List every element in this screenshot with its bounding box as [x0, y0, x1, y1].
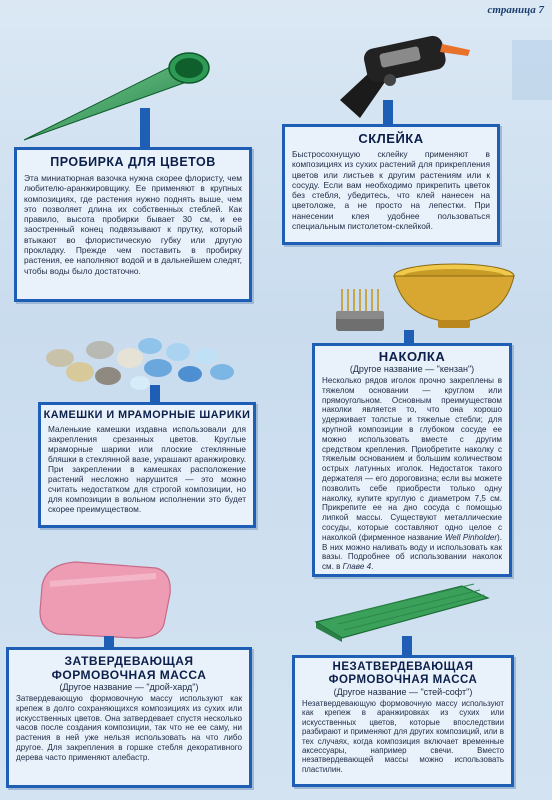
- kenzan-body-brand: Well Pinholder: [444, 532, 498, 542]
- kenzan-subtitle: (Другое название — "кензан"): [349, 364, 475, 374]
- stones-body: Маленькие камешки издавна использовали для закрепления срезанных цветов. Круглые мраморные шарики или плоские стеклянные бляшки в стеклянной вазе, украшают аранжировку. При закреплении в камешках расположение растений несложно нарушится — это можно считать недостатком для строгой композиции, но для композиции в вольном исполнении это будет скорее преимуществом.: [48, 424, 246, 514]
- glue-body: Быстросохнущую склейку применяют в композициях из сухих растений для прикрепления цветов или листьев к другим растениям или к сосуду. Если вам необходимо прикрепить цветок без стебля, убедитесь, что клей нанесен на цветоложе, а не просто на лепестки. При нанесении клея удобнее пользоваться специальным пистолетом-склейкой.: [292, 149, 490, 232]
- tube-title: ПРОБИРКА ДЛЯ ЦВЕТОВ: [50, 155, 216, 169]
- hard-clay-card: [6, 647, 252, 788]
- hard-clay-body: Затвердевающую формовочную массу используют как крепеж в долго сохраняющихся композициях из сухих или искусственных цветов. Она затвердевает спустя несколько часов после создания композиции, так что не ее саму, ни растения в ней уже нельзя использовать на что либо другое. Для закрепления в горшке стебля декоративного дерева часто применяют алебастр.: [16, 694, 242, 762]
- connector-glue: [383, 100, 393, 126]
- stones-card: [38, 402, 256, 528]
- glue-card: [282, 124, 500, 245]
- tube-body: Эта миниатюрная вазочка нужна скорее флористу, чем любителю-аранжировщику. Ее применяют в крупных композициях, где растения нужно поднять выше, чем это позволяет длина их собственных стеблей. Как правило, высота пробирки бывает 30 см, и ее заостренный конец подвязывают к прутку, который втыкают во флористическую губку или другую прокладку. Прежде чем поставить в пробирку растения, ее наполняют водой и в дальнейшем следят, чтобы воды было достаточно.: [24, 173, 242, 276]
- kenzan-chapter-link: Главе 4: [342, 562, 372, 572]
- pink-clay-illustration: [36, 556, 176, 642]
- hard-clay-subtitle: (Другое название — "дрой-хард"): [59, 682, 199, 692]
- kenzan-card: [312, 343, 512, 577]
- kenzan-body-end: .: [371, 562, 374, 572]
- kenzan-illustration: [330, 285, 390, 337]
- decorative-stripe: [512, 40, 552, 100]
- glue-gun-illustration: [330, 20, 480, 130]
- kenzan-body: [315, 376, 509, 577]
- glue-title: СКЛЕЙКА: [358, 131, 424, 146]
- soft-clay-body: Незатвердевающую формовочную массу используют как крепеж в аранжировках из сухих или искусственных цветов, которые впоследствии разбирают и применяют для других композиций, или в тех случаях, когда композиция включает временные аксессуары, например свечи. Вместо незатвердевающей массы можно использовать пластилин.: [302, 699, 504, 774]
- brass-bowl-illustration: [392, 262, 516, 332]
- hard-clay-title: ЗАТВЕРДЕВАЮЩАЯ ФОРМОВОЧНАЯ МАССА: [51, 654, 207, 682]
- stones-title: КАМЕШКИ И МРАМОРНЫЕ ШАРИКИ: [43, 409, 251, 421]
- test-tube-illustration: [22, 48, 212, 148]
- soft-clay-title: НЕЗАТВЕРДЕВАЮЩАЯ ФОРМОВОЧНАЯ МАССА: [328, 661, 478, 686]
- kenzan-body-start: Несколько рядов иголок прочно закреплены в тяжелом основании — круглом или прямоугольном. Основным преимуществом наколки является то, что она хорошо удерживает толстые и тяжелые стебли; для крупной композиции в глубоком сосуде ее можно использовать вместе с другим средством крепления. Приобретите наколку с тяжелым основанием и большим количеством острых латунных иголок. Недостаток такого держателя — его дороговизна; если вы можете позволить себе приобрести только одну наколку, купите круглую с диаметром 7,5 см. Прикрепите ее на дно сосуда с помощью липкой массы. Существуют металлические сосуды, которые составляют одно целое с наколкой (фирменное название: [322, 376, 502, 542]
- green-clay-illustration: [312, 582, 492, 644]
- soft-clay-subtitle: (Другое название — "стей-софт"): [333, 687, 473, 697]
- pebbles-illustration: [40, 328, 240, 398]
- soft-clay-card: [292, 655, 514, 787]
- tube-card: [14, 147, 252, 302]
- page-number: страница 7: [487, 4, 544, 16]
- kenzan-body-mid: ). В них можно наливать воду и использовать как вазы. Подробнее об использовании наколок см. в: [322, 532, 502, 572]
- kenzan-title: НАКОЛКА: [378, 349, 446, 364]
- connector-tube: [140, 108, 150, 148]
